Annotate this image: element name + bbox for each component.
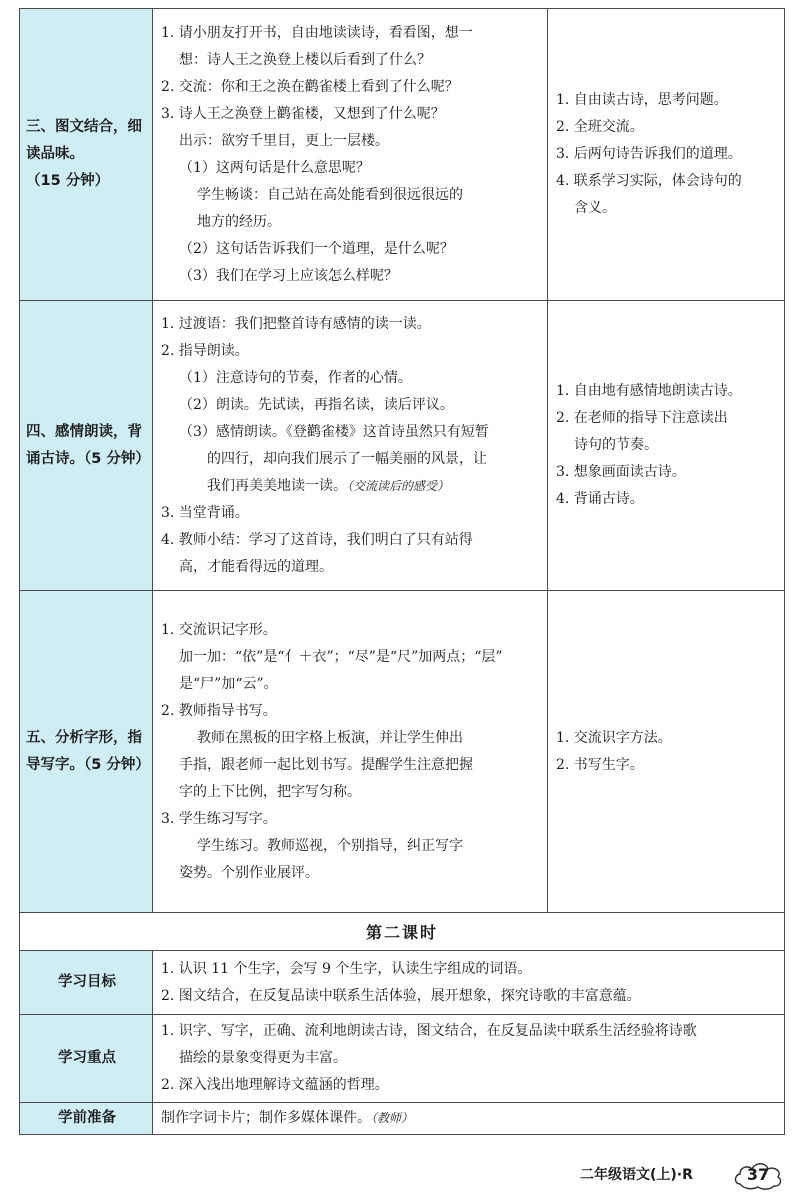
teacher-line-text: 2. 交流：你和王之涣在鹳雀楼上看到了什么呢？ xyxy=(161,78,459,95)
teacher-line-text: 出示：欲穷千里目，更上一层楼。 xyxy=(179,132,389,149)
teacher-line-text: 是“尸”加“云”。 xyxy=(179,675,278,692)
teacher-line xyxy=(161,833,539,860)
teacher-line-text: 我们再美美地读一读。 xyxy=(207,477,347,494)
teacher-line xyxy=(161,752,539,779)
teacher-line xyxy=(161,365,539,392)
student-line: 1. 交流识字方法。 xyxy=(556,729,672,746)
teacher-line xyxy=(161,554,539,581)
student-line: 3. 后两句诗告诉我们的道理。 xyxy=(556,146,742,162)
step-label-line: 四、感情朗读，背 xyxy=(26,423,142,440)
info-line xyxy=(161,1018,776,1045)
teacher-line xyxy=(161,182,539,209)
student-line: 3. 想象画面读古诗。 xyxy=(556,464,686,480)
info-content xyxy=(153,1015,785,1103)
info-line-text: 描绘的景象变得更为丰富。 xyxy=(179,1050,347,1066)
info-line-text: 2. 深入浅出地理解诗文蕴涵的哲理。 xyxy=(161,1077,389,1093)
teacher-activity xyxy=(153,301,548,591)
teacher-line-text: （3）我们在学习上应该怎么样呢？ xyxy=(179,267,398,284)
teacher-activity xyxy=(153,591,548,913)
lesson-plan-page xyxy=(19,8,784,1135)
teacher-line-text: 1. 过渡语：我们把整首诗有感情的读一读。 xyxy=(161,315,431,332)
student-line: 2. 在老师的指导下注意读出 xyxy=(556,410,728,426)
info-line-text: 1. 认识 11 个生字，会写 9 个生字，认读生字组成的词语。 xyxy=(161,960,532,977)
info-row xyxy=(20,951,785,1015)
page-number: 37 xyxy=(746,1165,770,1184)
student-line: 1. 自由读古诗，思考问题。 xyxy=(556,92,728,108)
teacher-line-text: 学生练习。教师巡视，个别指导，纠正写字 xyxy=(197,837,463,854)
teacher-line xyxy=(161,806,539,833)
teacher-line xyxy=(161,392,539,419)
info-line-text: 2. 图文结合，在反复品读中联系生活体验，展开想象，探究诗歌的丰富意蕴。 xyxy=(161,987,641,1004)
student-line: 2. 书写生字。 xyxy=(556,756,644,773)
info-content xyxy=(153,951,785,1015)
teacher-line xyxy=(161,209,539,236)
step-label-line: 导写字。（5 分钟） xyxy=(26,756,150,773)
teacher-line xyxy=(161,644,539,671)
info-label: 学前准备 xyxy=(20,1103,153,1135)
info-label: 学习重点 xyxy=(20,1015,153,1103)
teacher-line xyxy=(161,671,539,698)
teacher-activity xyxy=(153,9,548,301)
step-label-line: 诵古诗。（5 分钟） xyxy=(26,450,150,467)
teacher-line-text: （2）朗读。先试读，再指名读，读后评议。 xyxy=(179,396,454,413)
teacher-line-text: 手指，跟老师一起比划书写。提醒学生注意把握 xyxy=(179,756,473,773)
teacher-line xyxy=(161,338,539,365)
info-content xyxy=(153,1103,785,1135)
teacher-line-text: 高，才能看得远的道理。 xyxy=(179,558,333,575)
teacher-line-text: （2）这句话告诉我们一个道理，是什么呢？ xyxy=(179,240,454,257)
teacher-line xyxy=(161,698,539,725)
info-line xyxy=(161,1045,776,1072)
step-label xyxy=(20,9,153,301)
step-label xyxy=(20,591,153,913)
info-line-text: 制作字词卡片；制作多媒体课件。 xyxy=(161,1110,371,1126)
teacher-line-text: （1）这两句话是什么意思呢？ xyxy=(179,159,370,176)
step-row xyxy=(20,591,785,913)
teacher-line xyxy=(161,617,539,644)
teacher-line-text: 3. 诗人王之涣登上鹳雀楼，又想到了什么呢？ xyxy=(161,105,445,122)
book-title: 二年级语文(上)·R xyxy=(580,1167,693,1183)
student-activity xyxy=(548,591,785,913)
teacher-line-text: 4. 教师小结：学习了这首诗，我们明白了只有站得 xyxy=(161,531,473,548)
teacher-line xyxy=(161,47,539,74)
step-label-line: （15 分钟） xyxy=(26,173,110,189)
step-label-line: 读品味。 xyxy=(26,146,84,162)
student-activity xyxy=(548,301,785,591)
teacher-line-text: 2. 教师指导书写。 xyxy=(161,702,277,719)
teacher-line xyxy=(161,263,539,290)
student-line: 4. 背诵古诗。 xyxy=(556,491,644,507)
teacher-line-text: 地方的经历。 xyxy=(197,213,281,230)
step-row xyxy=(20,301,785,591)
teacher-line-text: （1）注意诗句的节奏，作者的心情。 xyxy=(179,369,412,386)
teacher-line-text: 想：诗人王之涣登上楼以后看到了什么？ xyxy=(179,51,431,68)
teacher-line xyxy=(161,419,539,446)
teacher-line xyxy=(161,155,539,182)
teacher-line-note: （交流读后的感受） xyxy=(347,478,450,493)
teacher-line xyxy=(161,20,539,47)
step-label xyxy=(20,301,153,591)
teacher-line-text: 姿势。个别作业展评。 xyxy=(179,864,319,881)
teacher-line xyxy=(161,74,539,101)
info-line xyxy=(161,956,776,983)
teacher-line-text: 加一加：“依”是“亻＋衣”；“尽”是“尺”加两点；“层” xyxy=(179,648,503,665)
teacher-line-text: 学生畅谈：自己站在高处能看到很远很远的 xyxy=(197,186,463,203)
step-label-line: 三、图文结合，细 xyxy=(26,119,142,135)
teacher-line xyxy=(161,128,539,155)
teacher-line-text: 1. 请小朋友打开书，自由地读读诗，看看图，想一 xyxy=(161,24,473,41)
info-line-text: 1. 识字、写字，正确、流利地朗读古诗，图文结合，在反复品读中联系生活经验将诗歌 xyxy=(161,1023,697,1039)
student-activity xyxy=(548,9,785,301)
teacher-line xyxy=(161,236,539,263)
teacher-line-text: 3. 学生练习写字。 xyxy=(161,810,277,827)
info-row xyxy=(20,1103,785,1135)
info-line xyxy=(161,983,776,1010)
info-line xyxy=(161,1072,776,1099)
student-line: 含义。 xyxy=(574,200,616,216)
info-line xyxy=(161,1105,776,1132)
teacher-line xyxy=(161,101,539,128)
page-footer xyxy=(560,1159,785,1193)
teacher-line xyxy=(161,473,539,500)
student-line: 诗句的节奏。 xyxy=(574,437,658,453)
teacher-line xyxy=(161,725,539,752)
teacher-line xyxy=(161,779,539,806)
teacher-line xyxy=(161,446,539,473)
teacher-line xyxy=(161,527,539,554)
teacher-line xyxy=(161,311,539,338)
teacher-line xyxy=(161,860,539,887)
teacher-line-text: 2. 指导朗读。 xyxy=(161,342,249,359)
teacher-line-text: （3）感情朗读。《登鹳雀楼》这首诗虽然只有短暂 xyxy=(179,423,489,440)
step-label-line: 五、分析字形，指 xyxy=(26,729,142,746)
info-line-note: （教师） xyxy=(371,1111,414,1125)
teacher-line xyxy=(161,500,539,527)
session-title: 第二课时 xyxy=(20,913,785,951)
lesson-plan-table xyxy=(19,8,785,1135)
teacher-line-text: 的四行，却向我们展示了一幅美丽的风景，让 xyxy=(207,450,487,467)
teacher-line-text: 教师在黑板的田字格上板演，并让学生伸出 xyxy=(197,729,463,746)
info-row xyxy=(20,1015,785,1103)
student-line: 4. 联系学习实际，体会诗句的 xyxy=(556,173,742,189)
student-line: 2. 全班交流。 xyxy=(556,119,644,135)
teacher-line-text: 字的上下比例，把字写匀称。 xyxy=(179,783,361,800)
step-row xyxy=(20,9,785,301)
teacher-line-text: 1. 交流识记字形。 xyxy=(161,621,277,638)
teacher-line-text: 3. 当堂背诵。 xyxy=(161,504,249,521)
student-line: 1. 自由地有感情地朗读古诗。 xyxy=(556,383,742,399)
info-label: 学习目标 xyxy=(20,951,153,1015)
